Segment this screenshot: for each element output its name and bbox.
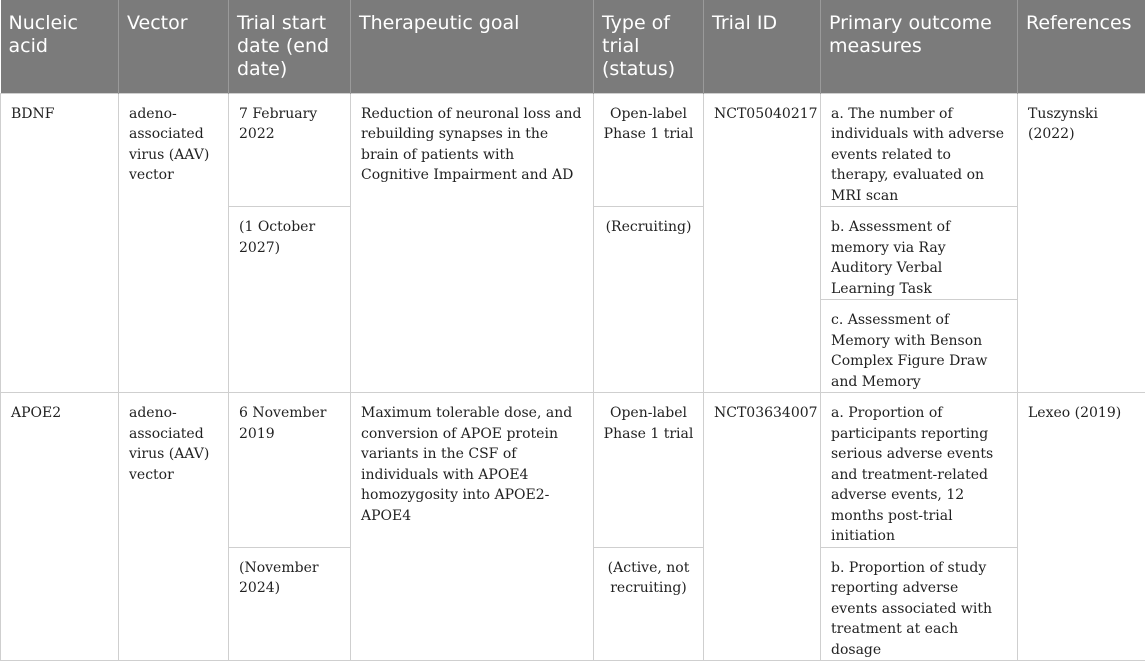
outcome-cell: c. Assessment of Memory with Benson Complex Figure Draw and Memory — [821, 300, 1018, 393]
trial-type-cell: Open-label Phase 1 trial — [594, 393, 704, 548]
status-cell: (Active, not recruiting) — [594, 547, 704, 661]
start-date-cell: 7 February 2022 — [229, 93, 351, 207]
outcome-cell: a. Proportion of participants reporting serious adverse events and treatment-related adverse events, 12 months post-trial initiation — [821, 393, 1018, 548]
start-date-cell: 6 November 2019 — [229, 393, 351, 548]
header-trial-date: Trial start date (end date) — [229, 0, 351, 93]
end-date-cell: (1 October 2027) — [229, 207, 351, 393]
table-row — [1, 93, 1145, 207]
status-cell: (Recruiting) — [594, 207, 704, 393]
trial-id-cell: NCT03634007 — [704, 393, 821, 661]
therapeutic-goal-cell: Maximum tolerable dose, and conversion of APOE protein variants in the CSF of individuals with APOE4 homozygosity into APOE2-APOE4 — [351, 393, 594, 661]
end-date-cell: (November 2024) — [229, 547, 351, 661]
header-row — [1, 0, 1145, 93]
header-therapeutic-goal: Therapeutic goal — [351, 0, 594, 93]
nucleic-acid-cell: BDNF — [1, 93, 119, 393]
header-nucleic-acid: Nucleic acid — [1, 0, 119, 93]
table-row — [1, 393, 1145, 548]
therapeutic-goal-cell: Reduction of neuronal loss and rebuilding synapses in the brain of patients with Cognitive Impairment and AD — [351, 93, 594, 393]
header-vector: Vector — [119, 0, 229, 93]
trial-type-cell: Open-label Phase 1 trial — [594, 93, 704, 207]
header-primary-outcome: Primary outcome measures — [821, 0, 1018, 93]
header-references: References — [1018, 0, 1145, 93]
reference-cell: Tuszynski (2022) — [1018, 93, 1145, 393]
outcome-cell: a. The number of individuals with adverse events related to therapy, evaluated on MRI scan — [821, 93, 1018, 207]
reference-cell: Lexeo (2019) — [1018, 393, 1145, 661]
outcome-cell: b. Assessment of memory via Ray Auditory Verbal Learning Task — [821, 207, 1018, 300]
table-header — [1, 0, 1145, 93]
table-body — [1, 93, 1145, 661]
vector-cell: adeno-associated virus (AAV) vector — [119, 393, 229, 661]
nucleic-acid-cell: APOE2 — [1, 393, 119, 661]
vector-cell: adeno-associated virus (AAV) vector — [119, 93, 229, 393]
header-trial-type: Type of trial (status) — [594, 0, 704, 93]
header-trial-id: Trial ID — [704, 0, 821, 93]
trial-id-cell: NCT05040217 — [704, 93, 821, 393]
outcome-cell: b. Proportion of study reporting adverse events associated with treatment at each dosage — [821, 547, 1018, 661]
